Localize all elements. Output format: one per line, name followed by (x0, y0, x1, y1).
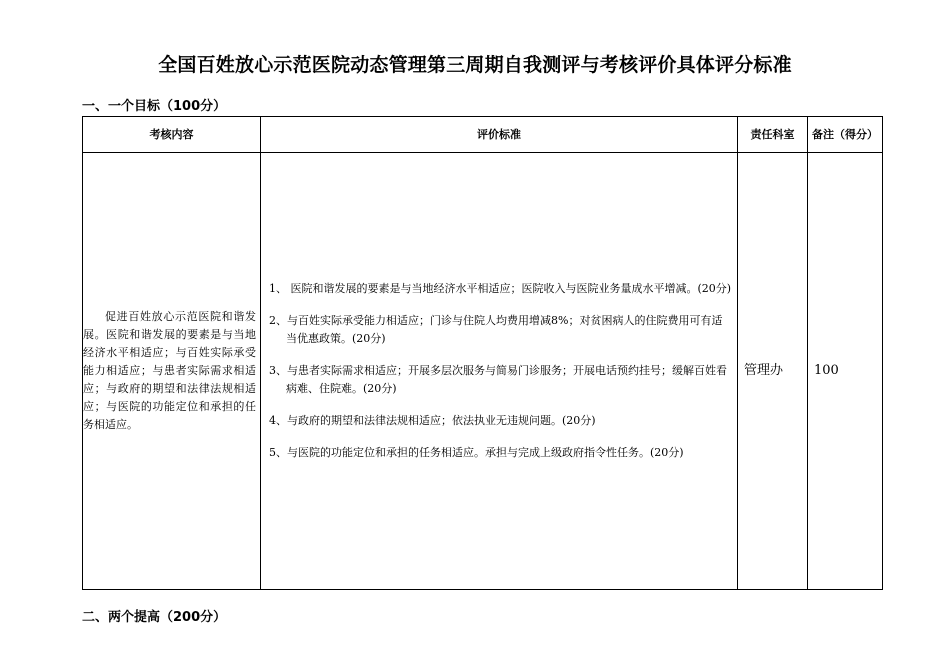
header-responsible-department: 责任科室 (738, 117, 808, 153)
criteria-item-1: 1、 医院和谐发展的要素是与当地经济水平相适应；医院收入与医院业务量成水平增减。(20分) (269, 282, 732, 295)
header-assessment-content: 考核内容 (83, 117, 261, 153)
header-remarks-score: 备注（得分） (808, 117, 883, 153)
section-heading-one-goal: 一、一个目标（100分） (82, 99, 227, 114)
header-evaluation-criteria: 评价标准 (261, 117, 738, 153)
criteria-item-3: 3、与患者实际需求相适应；开展多层次服务与简易门诊服务；开展电话预约挂号；缓解百姓看病难、住院难。(20分) (269, 364, 727, 395)
cell-remarks-score: 100 (808, 153, 883, 590)
criteria-item-5: 5、与医院的功能定位和承担的任务相适应。承担与完成上级政府指令性任务。(20分) (269, 446, 684, 459)
section-heading-two-improvements: 二、两个提高（200分） (82, 610, 227, 625)
criteria-item-4: 4、与政府的期望和法律法规相适应；依法执业无违规问题。(20分) (269, 414, 596, 427)
assessment-content-text: 促进百姓放心示范医院和谐发展。医院和谐发展的要素是与当地经济水平相适应；与百姓实际承受能力相适应；与患者实际需求相适应；与政府的期望和法律法规相适应；与医院的功能定位和承担的任务相适应。 (83, 310, 256, 431)
table-row (83, 153, 883, 590)
cell-assessment-content (83, 153, 261, 590)
cell-responsible-department: 管理办 (738, 153, 808, 590)
criteria-item-2: 2、与百姓实际承受能力相适应；门诊与住院人均费用增减8%；对贫困病人的住院费用可有适当优惠政策。(20分) (269, 314, 723, 345)
cell-evaluation-criteria (261, 153, 738, 590)
table-header-row (83, 117, 883, 153)
document-title: 全国百姓放心示范医院动态管理第三周期自我测评与考核评价具体评分标准 (158, 54, 792, 76)
scoring-table (82, 116, 883, 590)
